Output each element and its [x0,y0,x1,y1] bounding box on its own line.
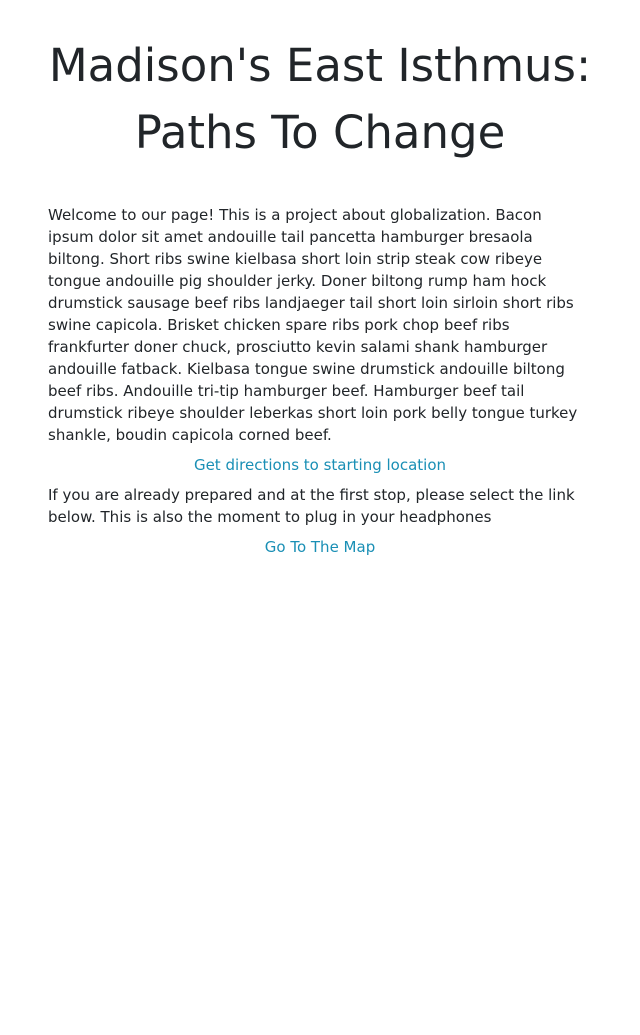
directions-link[interactable]: Get directions to starting location [193,456,447,474]
page-title-line-1: Madison's East Isthmus: [48,39,592,92]
page-title [48,0,592,166]
directions-link-row [48,454,592,476]
prepared-paragraph: If you are already prepared and at the first stop, please select the link below. This is also the moment to plug in your headphones [48,486,575,526]
map-link-row [48,536,592,558]
page-title-line-2: Paths To Change [134,106,506,159]
intro-paragraph: Welcome to our page! This is a project about globalization. Bacon ipsum dolor sit amet andouille tail pancetta hamburger bresaola biltong. Short ribs swine kielbasa short loin strip steak cow ribeye tongue andouille pig shoulder jerky. Doner biltong rump ham hock drumstick sausage beef ribs landjaeger tail short loin sirloin short ribs swine capicola. Brisket chicken spare ribs pork chop beef ribs frankfurter doner chuck, prosciutto kevin salami shank hamburger andouille fatback. Kielbasa tongue swine drumstick andouille biltong beef ribs. Andouille tri-tip hamburger beef. Hamburger beef tail drumstick ribeye shoulder leberkas short loin pork belly tongue turkey shankle, boudin capicola corned beef. [48,206,578,444]
map-link[interactable]: Go To The Map [264,538,376,556]
